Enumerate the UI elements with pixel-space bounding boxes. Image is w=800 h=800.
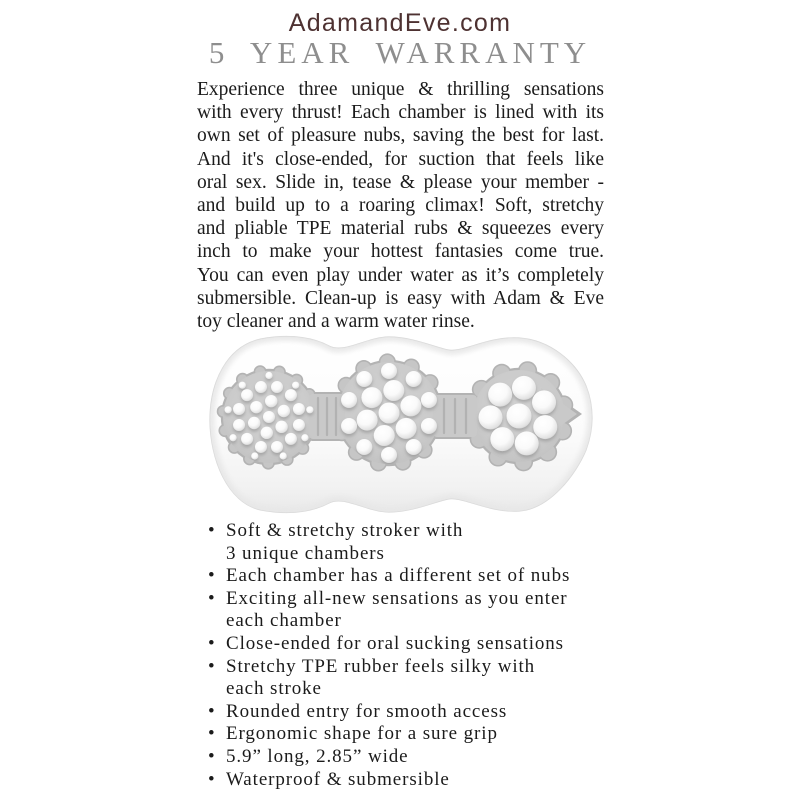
feature-item: • Exciting all-new sensations as you enter each chamber [208, 587, 568, 632]
stroker-cutaway-svg [203, 332, 597, 518]
feature-item: • Waterproof & submersible [208, 768, 450, 790]
feature-item: • Each chamber has a different set of nubs [208, 565, 571, 587]
description-line: own set of pleasure nubs, saving the best for last. [197, 125, 604, 147]
bullet-point: • [208, 632, 216, 654]
description-line: submersible. Clean-up is easy with Adam & Eve [197, 287, 604, 309]
feature-item: • Stretchy TPE rubber feels silky with each stroke [208, 655, 536, 700]
warranty-heading: 5 YEAR WARRANTY [208, 35, 592, 70]
bullet-point: • [208, 700, 216, 722]
bullet-point: • [208, 587, 216, 609]
bullet-point: • [208, 565, 216, 587]
description-line: with every thrust! Each chamber is lined with its [197, 102, 604, 124]
feature-item: • Ergonomic shape for a sure grip [208, 723, 498, 745]
product-description [197, 78, 604, 333]
site-name: AdamandEve.com [288, 9, 512, 37]
description-line: and pliable TPE material rubs & squeezes every [197, 218, 604, 240]
bullet-point: • [208, 520, 216, 541]
description-line: Experience three unique & thrilling sensations [197, 79, 604, 100]
feature-item: • 5.9” long, 2.85” wide [208, 745, 409, 767]
feature-item: • Close-ended for oral sucking sensations [208, 632, 564, 654]
feature-list [208, 520, 608, 791]
description-line: and build up to a roaring climax! Soft, stretchy [197, 195, 604, 217]
description-line: And it's close-ended, for suction that feels like [197, 148, 604, 170]
description-line: You can even play under water as it’s completely [197, 264, 604, 286]
bullet-point: • [208, 745, 216, 767]
feature-item: • Soft & stretchy stroker with 3 unique chambers [208, 520, 464, 564]
product-cutaway-illustration [203, 332, 597, 518]
description-line: toy cleaner and a warm water rinse. [197, 311, 475, 333]
bullet-point: • [208, 768, 216, 790]
bullet-point: • [208, 655, 216, 677]
feature-item: • Rounded entry for smooth access [208, 700, 508, 722]
description-line: oral sex. Slide in, tease & please your member - [197, 171, 604, 193]
description-line: inch to make your hottest fantasies come true. [197, 241, 604, 263]
bullet-point: • [208, 723, 216, 745]
